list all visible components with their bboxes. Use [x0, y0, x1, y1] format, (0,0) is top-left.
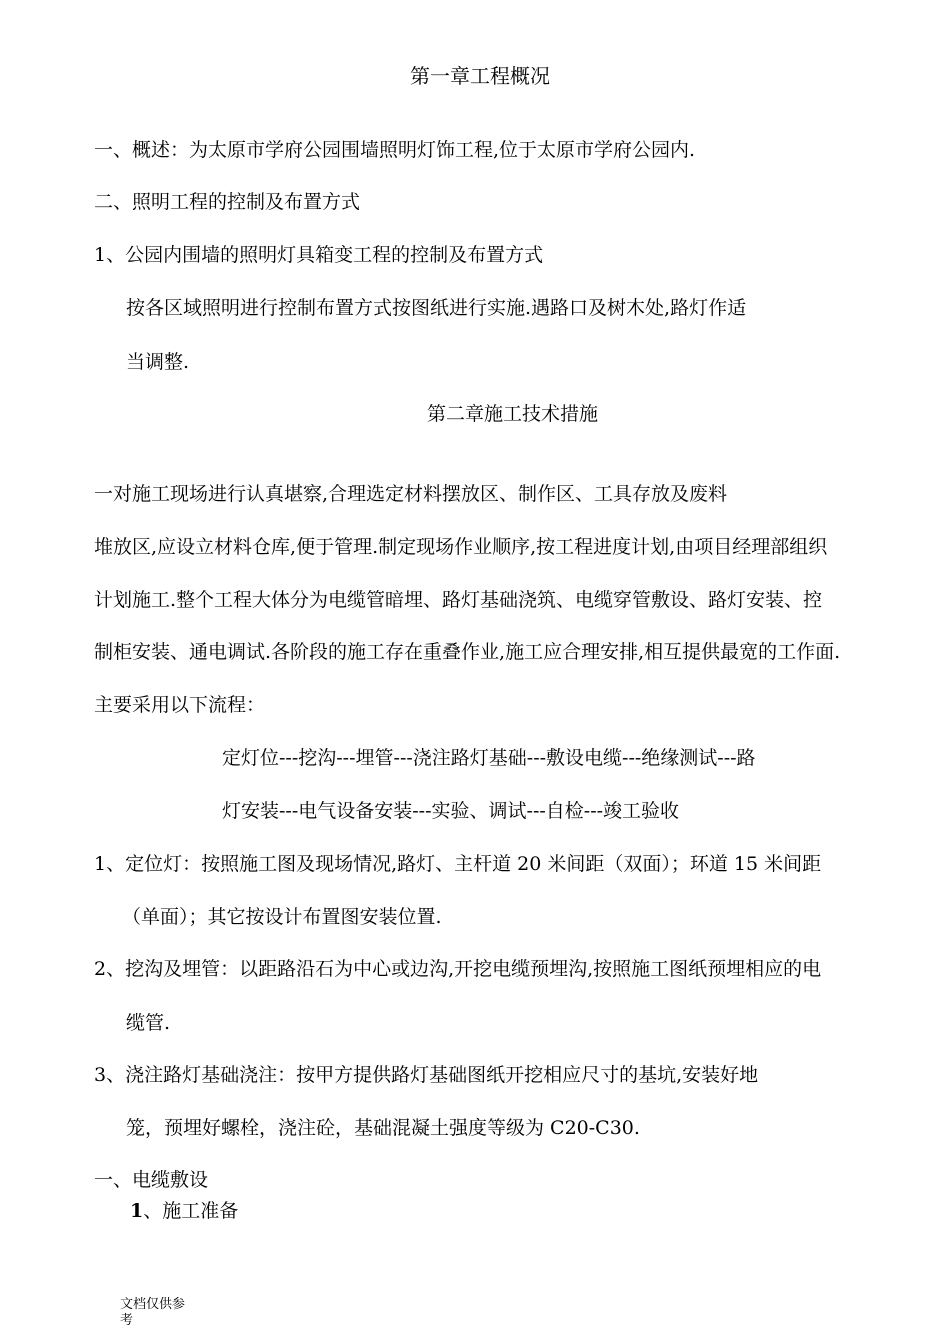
prep-number: 1: [130, 1200, 144, 1222]
step3-line2: 笼，预埋好螺栓，浇注砼，基础混凝土强度等级为 C20-C30.: [126, 1117, 640, 1139]
flow-line1: 定灯位---挖沟---埋管---浇注路灯基础---敷设电缆---绝缘测试---路: [222, 747, 756, 769]
section2-heading: 二、照明工程的控制及布置方式: [94, 191, 361, 213]
para2-line2: 堆放区,应设立材料仓库,便于管理.制定现场作业顺序,按工程进度计划,由项目经理部组织: [94, 536, 828, 558]
chapter2-title: 第二章施工技术措施: [427, 403, 599, 425]
step1-line1: 1、定位灯：按照施工图及现场情况,路灯、主杆道 20 米间距（双面）；环道 15 米间距: [94, 853, 822, 875]
para2-line1: 一对施工现场进行认真堪察,合理选定材料摆放区、制作区、工具存放及废料: [94, 483, 728, 505]
item1-heading: 1、公园内围墙的照明灯具箱变工程的控制及布置方式: [94, 244, 544, 266]
step3-line1: 3、浇注路灯基础浇注：按甲方提供路灯基础图纸开挖相应尺寸的基坑,安装好地: [94, 1064, 759, 1086]
footer-note-line2: 考: [120, 1313, 134, 1328]
para1-line1: 按各区域照明进行控制布置方式按图纸进行实施.遇路口及树木处,路灯作适: [126, 297, 747, 319]
step2-line1: 2、挖沟及埋管：以距路沿石为中心或边沟,开挖电缆预埋沟,按照施工图纸预埋相应的电: [94, 958, 822, 980]
para2-line4: 制柜安装、通电调试.各阶段的施工存在重叠作业,施工应合理安排,相互提供最宽的工作面.: [94, 641, 841, 663]
step2-line2: 缆管.: [126, 1012, 171, 1034]
cable-section-heading: 一、电缆敷设: [94, 1169, 209, 1191]
para2-line3: 计划施工.整个工程大体分为电缆管暗埋、路灯基础浇筑、电缆穿管敷设、路灯安装、控: [94, 589, 823, 611]
footer-note-line1: 文档仅供参: [120, 1297, 186, 1312]
step1-line2: （单面）；其它按设计布置图安装位置.: [122, 906, 442, 928]
flow-line2: 灯安装---电气设备安装---实验、调试---自检---竣工验收: [222, 800, 680, 822]
prep-subheading: [130, 1199, 238, 1223]
chapter1-title: 第一章工程概况: [410, 64, 550, 88]
para2-line5: 主要采用以下流程：: [94, 694, 266, 716]
overview-line: 一、概述：为太原市学府公园围墙照明灯饰工程,位于太原市学府公园内.: [94, 139, 696, 161]
prep-text: 、施工准备: [143, 1200, 239, 1222]
para1-line2: 当调整.: [126, 351, 190, 373]
